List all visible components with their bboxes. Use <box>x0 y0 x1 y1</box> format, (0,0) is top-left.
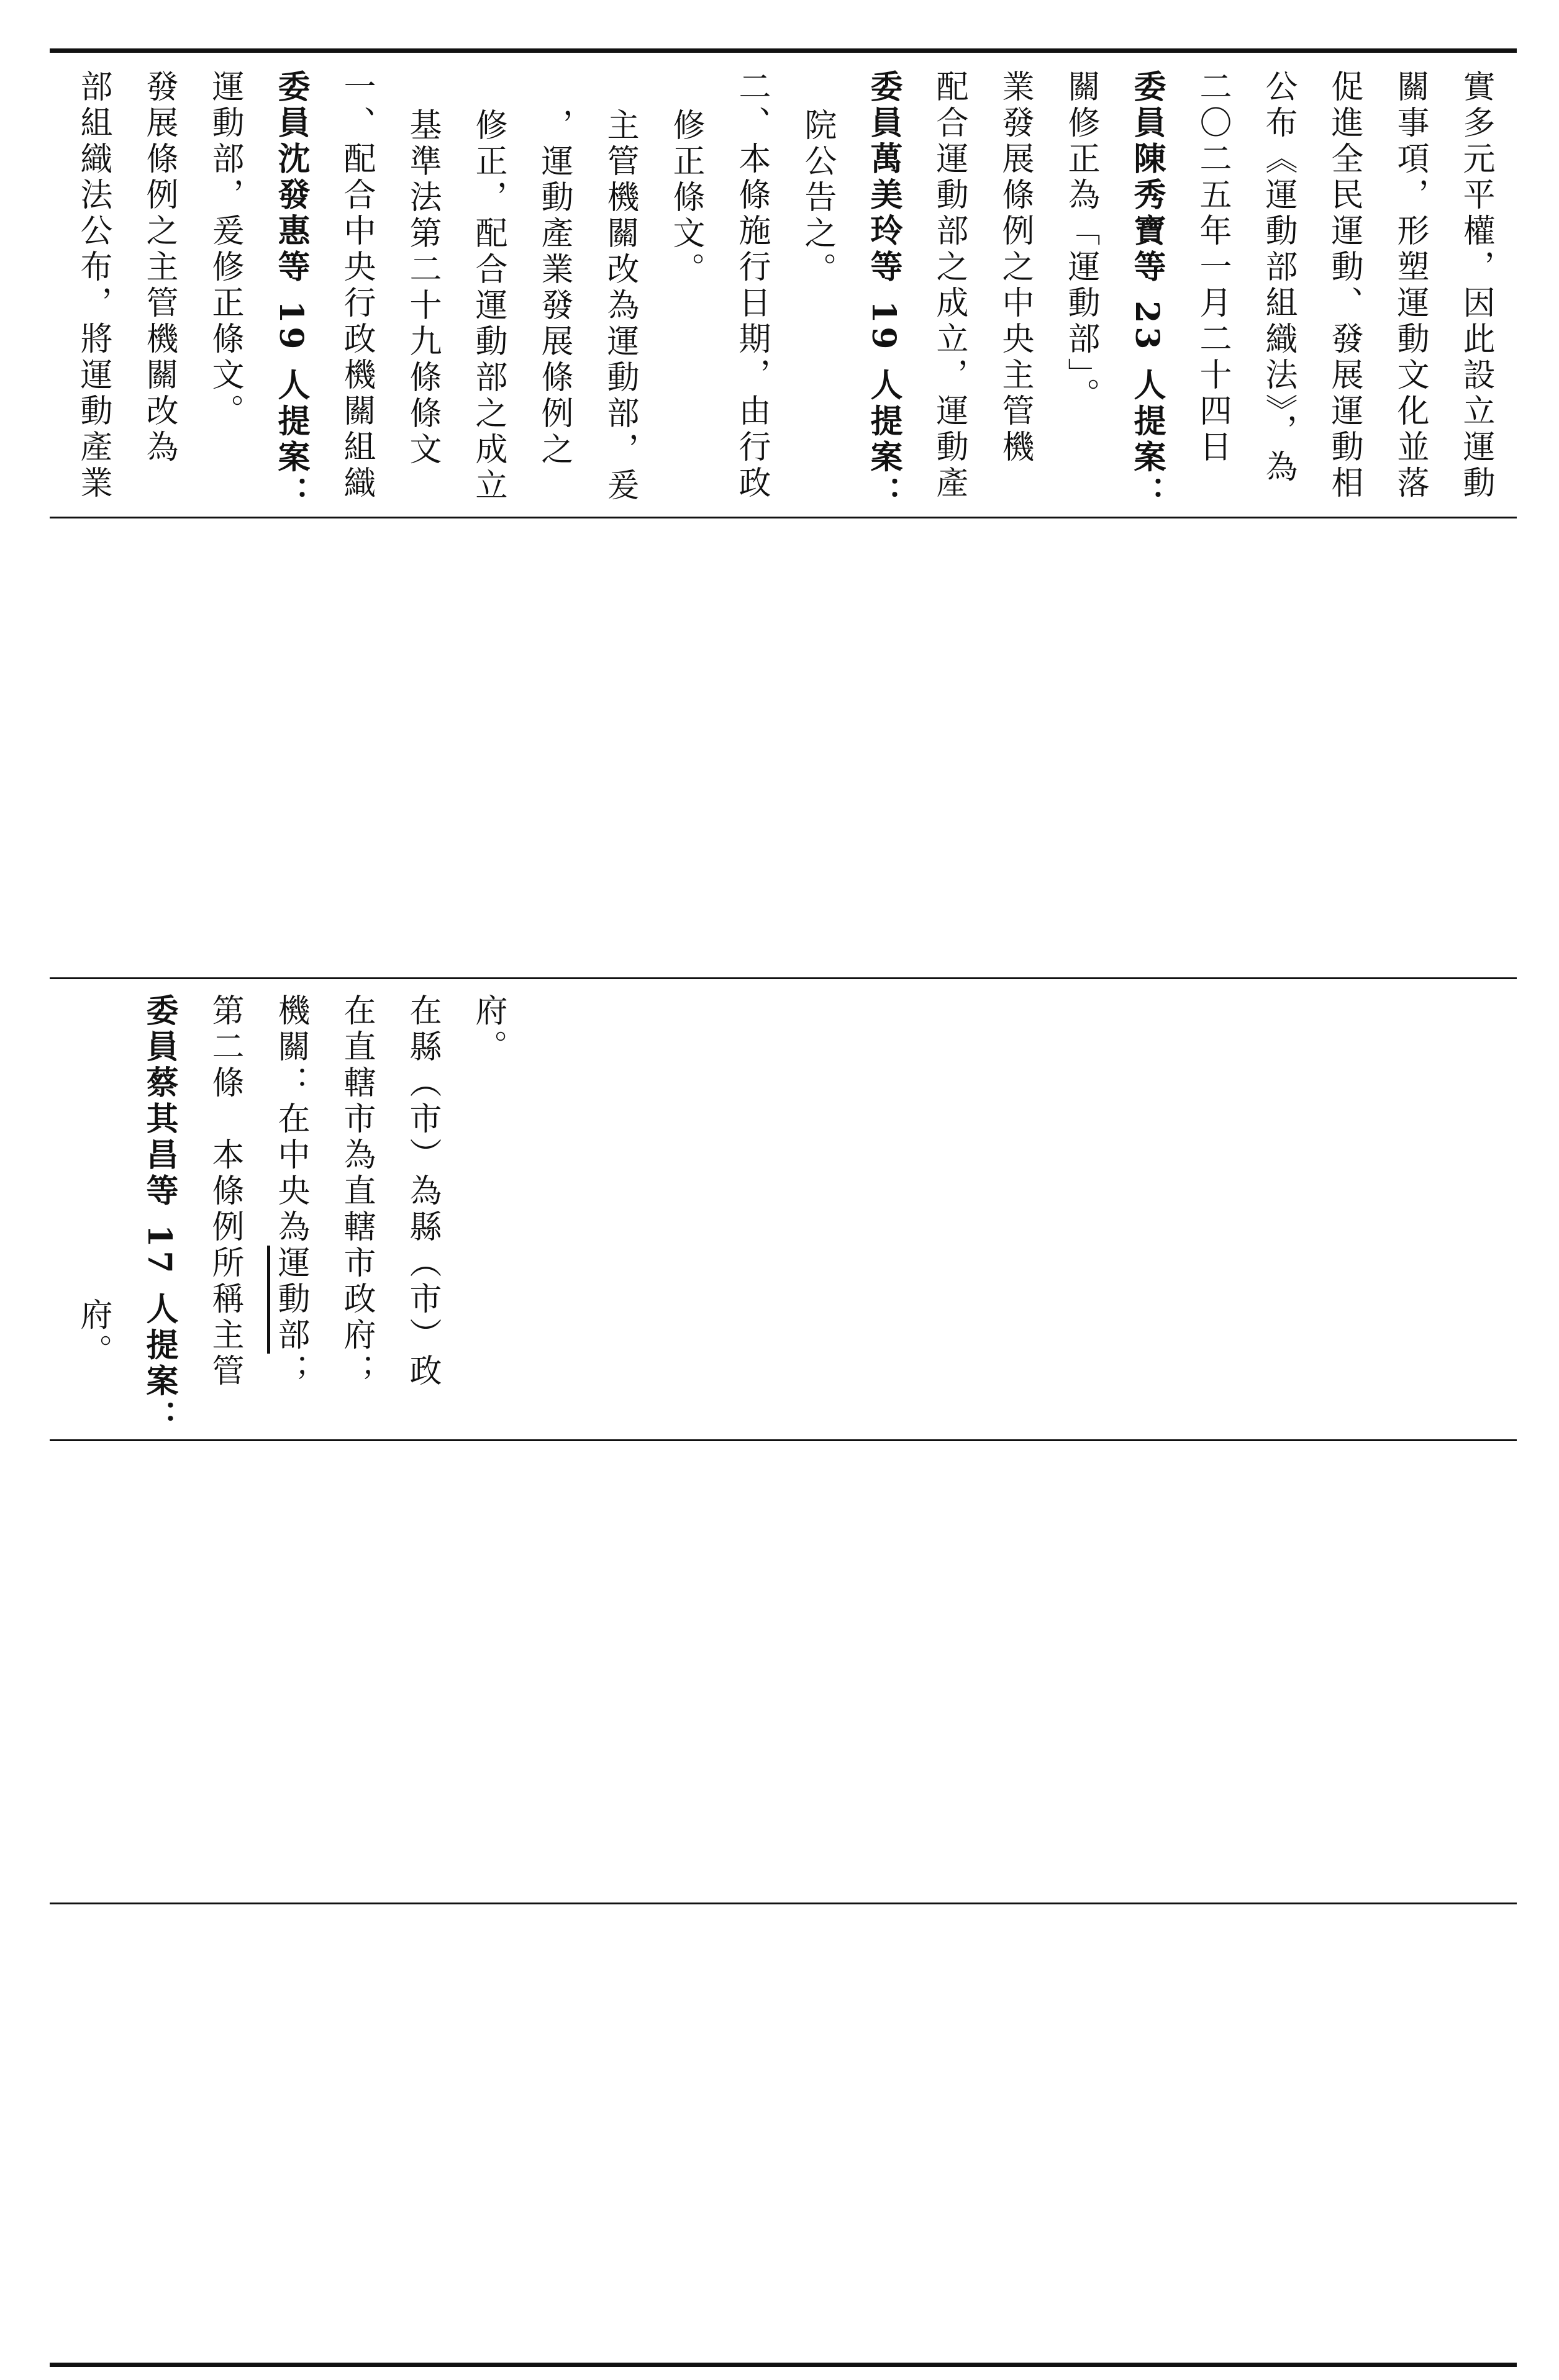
band-divider-3 <box>50 1439 1517 1441</box>
top-rule <box>50 48 1517 53</box>
article-column: 在縣（市）為縣（市）政 <box>404 993 441 1390</box>
text-column: 基準法第二十九條條文 <box>404 108 441 468</box>
amended-term: 運動部 <box>272 1246 309 1354</box>
text-column: ，運動產業發展條例之 <box>535 108 573 468</box>
article-column: 在直轄市為直轄市政府； <box>338 993 375 1390</box>
article-column: 第二條 本條例所稱主管 <box>206 993 243 1390</box>
text-column: 促進全民運動、發展運動相 <box>1325 70 1363 502</box>
text-column: 運動部，爰修正條文。 <box>206 70 243 430</box>
text-column: 公布《運動部組織法》，為 <box>1260 70 1297 486</box>
text-column: 主管機關改為運動部，爰 <box>601 108 639 504</box>
proposal-heading: 委員萬美玲等 19 人提案： <box>865 70 902 512</box>
top-band-explanations <box>75 70 1503 512</box>
text-column: 實多元平權，因此設立運動 <box>1457 70 1494 502</box>
article-text: 機關：在中央為 <box>272 993 309 1246</box>
text-column: 業發展條例之中央主管機 <box>996 70 1034 466</box>
band-divider-4 <box>50 1903 1517 1904</box>
fifth-band-empty <box>75 1907 1503 2361</box>
text-column: 二〇二五年一月二十四日 <box>1194 70 1231 466</box>
article-column: 府。 <box>470 993 507 1066</box>
text-column: 部組織法公布，將運動產業 <box>75 70 112 502</box>
proposal-heading: 委員陳秀寶等 23 人提案： <box>1128 70 1166 512</box>
text-column: 關事項，形塑運動文化並落 <box>1391 70 1429 502</box>
text-column: 修正條文。 <box>667 108 704 288</box>
text-column: 修正，配合運動部之成立 <box>470 108 507 504</box>
third-band-article-text <box>75 993 1503 1436</box>
text-column: 一、配合中央行政機關組織 <box>338 70 375 502</box>
article-text: ； <box>272 1354 309 1390</box>
second-band-empty <box>75 522 1503 975</box>
article-column <box>272 993 309 1390</box>
text-column: 關修正為「運動部」。 <box>1062 70 1099 414</box>
text-column: 二、本條施行日期，由行政 <box>733 70 770 502</box>
proposal-heading: 委員蔡其昌等 17 人提案： <box>140 993 178 1436</box>
text-column: 發展條例之主管機關改為 <box>140 70 178 466</box>
bottom-rule <box>50 2363 1517 2367</box>
text-column: 院公告之。 <box>799 108 836 288</box>
text-column: 配合運動部之成立，運動產 <box>930 70 968 502</box>
band-divider-1 <box>50 517 1517 518</box>
proposal-heading: 委員沈發惠等 19 人提案： <box>272 70 310 512</box>
band-divider-2 <box>50 977 1517 979</box>
fourth-band-empty <box>75 1444 1503 1898</box>
text-column: 府。 <box>75 1298 112 1370</box>
